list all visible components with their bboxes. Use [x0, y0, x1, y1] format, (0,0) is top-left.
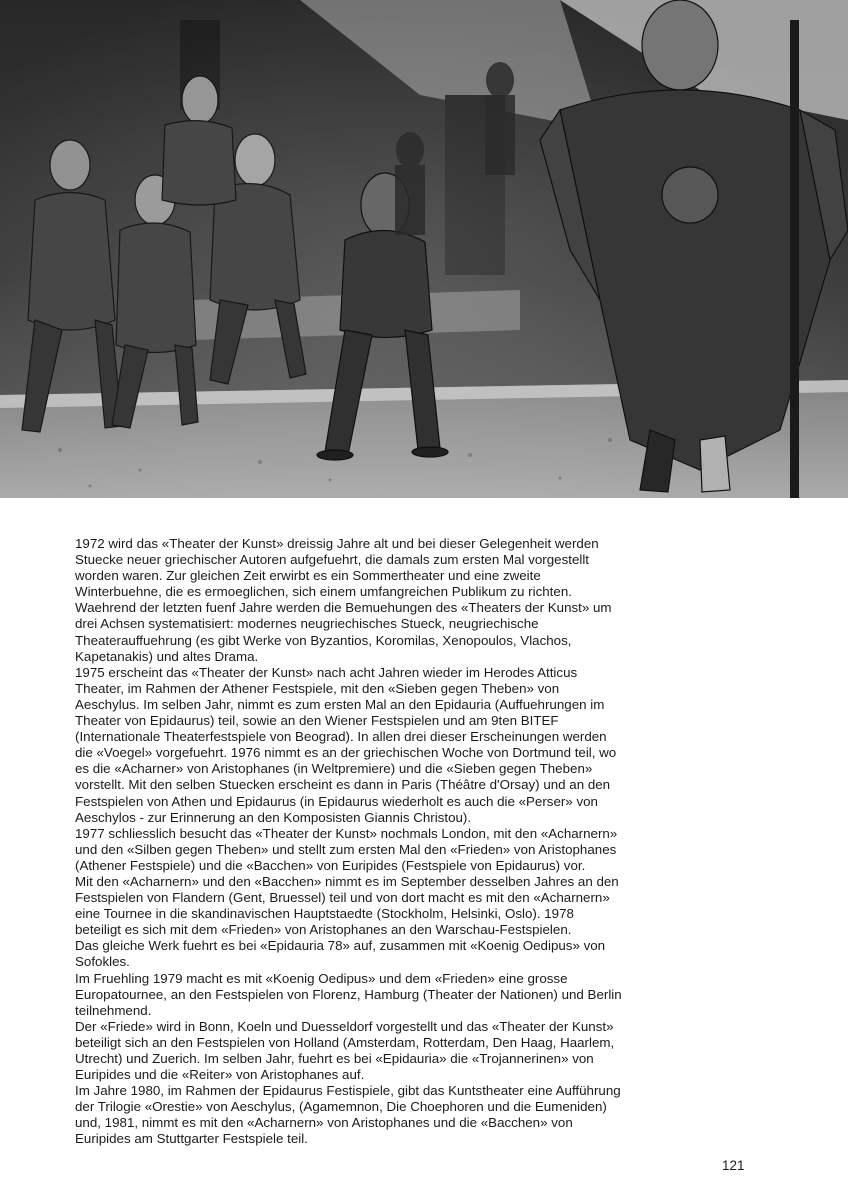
text-line: Stuecke neuer griechischer Autoren aufgefuehrt, die damals zum ersten Mal vorgestellt [75, 552, 590, 568]
text-line: worden waren. Zur gleichen Zeit erwirbt es ein Sommertheater und eine zweite [75, 568, 541, 584]
text-line: beteiligt es sich mit dem «Frieden» von Aristophanes an den Warschau-Festspielen. [75, 922, 572, 938]
text-line: Aeschylus. Im selben Jahr, nimmt es zum ersten Mal an den Epidauria (Auffuehrungen im [75, 696, 605, 712]
text-line: Utrecht) und Zuerich. Im selben Jahr, fuehrt es bei «Epidauria» die «Trojannerinen» von [75, 1051, 594, 1066]
stage-photograph-illustration [0, 0, 848, 498]
text-line: 1975 erscheint das «Theater der Kunst» nach acht Jahren wieder im Herodes Atticus [75, 664, 578, 680]
text-line: Europatournee, an den Festspielen von Florenz, Hamburg (Theater der Nationen) und Berlin [75, 986, 622, 1002]
stage-photograph [0, 0, 848, 498]
text-line: vorstellt. Mit den selben Stuecken erscheint es dann in Paris (Théâtre d'Orsay) und an den [75, 777, 611, 793]
text-line: Das gleiche Werk fuehrt es bei «Epidauria 78» auf, zusammen mit «Koenig Oedipus» von [75, 938, 606, 954]
text-line: Kapetanakis) und altes Drama. [75, 648, 259, 664]
text-line: Der «Friede» wird in Bonn, Koeln und Duesseldorf vorgestellt und das «Theater der Kunst» [75, 1018, 614, 1034]
text-line: Winterbuehne, die es ermoeglichen, sich einem umfangreichen Publikum zu richten. [75, 584, 572, 600]
text-line: Theaterauffuehrung (es gibt Werke von Byzantios, Koromilas, Xenopoulos, Vlachos, [75, 632, 572, 648]
text-line: Festspielen von Athen und Epidaurus (in Epidaurus wiederholt es auch die «Perser» von [75, 793, 598, 809]
article-body [75, 536, 775, 1148]
text-line: eine Tournee in die skandinavischen Hauptstaedte (Stockholm, Helsinki, Oslo). 1978 [75, 906, 574, 922]
text-line: und den «Silben gegen Theben» und stellt zum ersten Mal den «Frieden» von Aristophanes [75, 841, 617, 857]
text-line: teilnehmend. [75, 1002, 152, 1018]
text-line: die «Voegel» vorgefuehrt. 1976 nimmt es an der griechischen Woche von Dortmund teil, wo [75, 745, 617, 761]
text-line: (Athener Festspiele) und die «Bacchen» von Euripides (Festspiele von Epidaurus) vor. [75, 857, 586, 873]
text-line: es die «Acharner» von Aristophanes (in Weltpremiere) und die «Sieben gegen Theben» [75, 761, 593, 777]
text-line: Theater von Epidaurus) teil, sowie an den Wiener Festspielen und am 9ten BITEF [75, 713, 559, 729]
text-line: Festspielen von Flandern (Gent, Bruessel) teil und von dort macht es mit den «Acharnern» [75, 890, 610, 906]
text-line: 1972 wird das «Theater der Kunst» dreissig Jahre alt und bei dieser Gelegenheit werden [75, 536, 599, 551]
text-line: und, 1981, nimmt es mit den «Acharnern» von Aristophanes und die «Bacchen» von [75, 1115, 573, 1131]
text-line: Aeschylos - zur Erinnerung an den Komposisten Giannis Christou). [75, 809, 472, 825]
text-line: der Trilogie «Orestie» von Aeschylus, (Agamemnon, Die Choephoren und die Eumeniden) [75, 1099, 607, 1115]
text-line: Euripides am Stuttgarter Festspiele teil. [75, 1131, 308, 1147]
text-line: Im Jahre 1980, im Rahmen der Epidaurus Festispiele, gibt das Kuntstheater eine Aufführung [75, 1083, 621, 1099]
text-line: 1977 schliesslich besucht das «Theater der Kunst» nochmals London, mit den «Acharnern» [75, 825, 618, 841]
text-line: Mit den «Acharnern» und den «Bacchen» nimmt es im September desselben Jahres an den [75, 873, 619, 889]
text-line: beteiligt sich an den Festspielen von Holland (Amsterdam, Rotterdam, Den Haag, Haarlem, [75, 1034, 615, 1050]
text-line: Sofokles. [75, 954, 130, 970]
page-number: 121 [722, 1158, 745, 1173]
text-line: Waehrend der letzten fuenf Jahre werden die Bemuehungen des «Theaters der Kunst» um [75, 600, 612, 616]
text-line: (Internationale Theaterfestspiele von Beograd). In allen drei dieser Erscheinungen werden [75, 729, 607, 745]
text-line: Theater, im Rahmen der Athener Festspiele, mit den «Sieben gegen Theben» von [75, 680, 560, 696]
text-line: Im Fruehling 1979 macht es mit «Koenig Oedipus» und dem «Frieden» eine grosse [75, 970, 568, 986]
text-line: Euripides und die «Reiter» von Aristophanes auf. [75, 1067, 365, 1083]
text-line: drei Achsen systematisiert: modernes neugriechisches Stueck, neugriechische [75, 616, 539, 632]
